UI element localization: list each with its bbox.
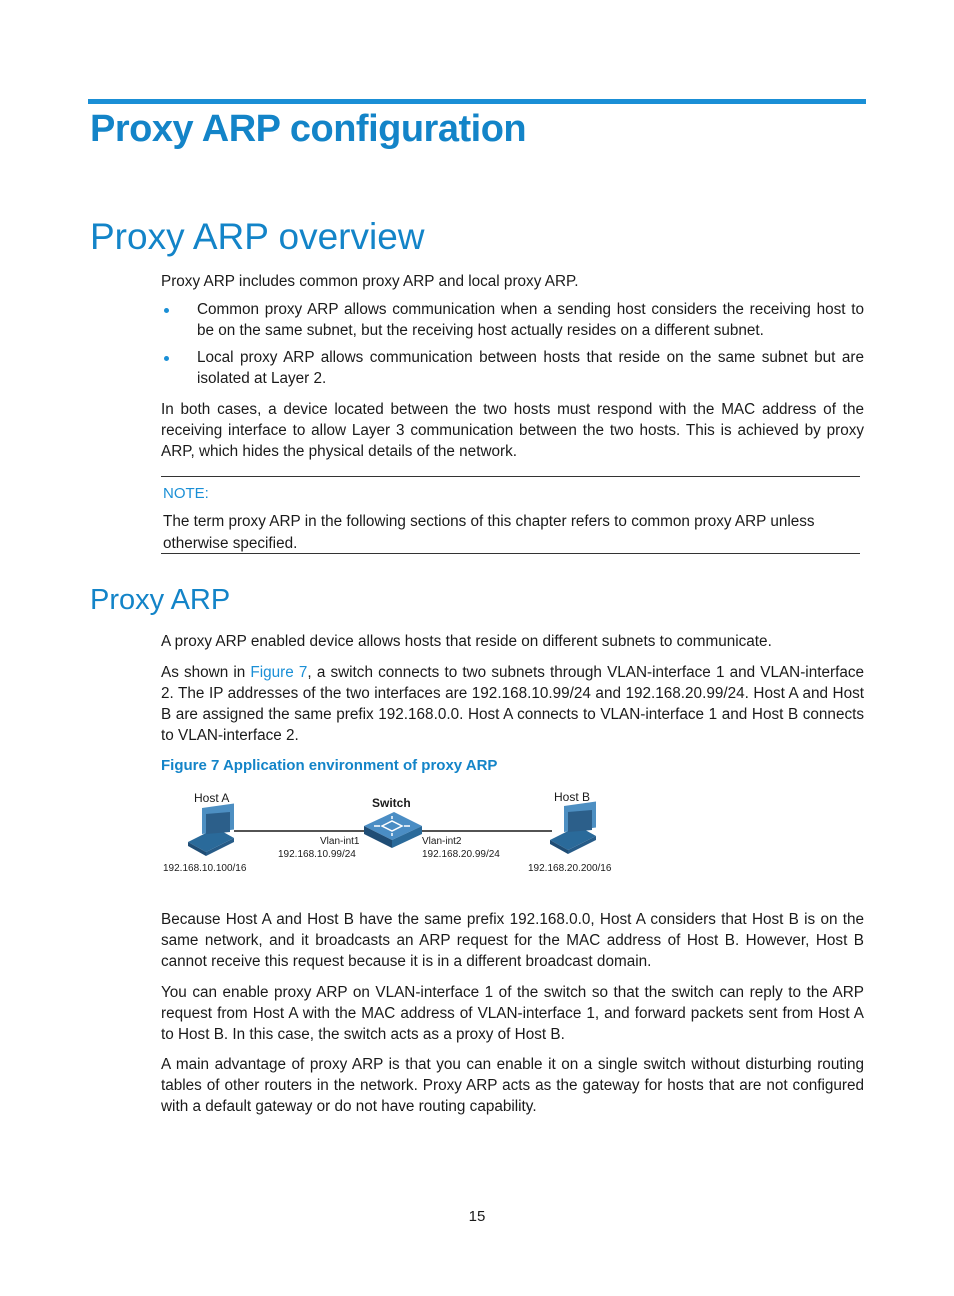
host-a-ip: 192.168.10.100/16 [163, 863, 247, 874]
bullet-dot-icon [164, 356, 169, 361]
host-a-icon [188, 804, 234, 856]
overview-intro: Proxy ARP includes common proxy ARP and local proxy ARP. [161, 273, 579, 290]
note-bottom-rule [161, 553, 860, 554]
proxy-paragraph-1: A proxy ARP enabled device allows hosts that reside on different subnets to communicate. [161, 633, 772, 650]
figure-link[interactable]: Figure 7 [250, 664, 308, 681]
after-figure-paragraph-2: You can enable proxy ARP on VLAN-interface 1 of the switch so that the switch can reply to the ARP request from Host A with the MAC address of VLAN-interface 1, and forward packets sent from Host A to Host B. In this case, the switch acts as a proxy of Host B. [161, 984, 864, 1043]
bullet-dot-icon [164, 308, 169, 313]
bullet-text: Local proxy ARP allows communication between hosts that reside on the same subnet but are isolated at Layer 2. [197, 349, 864, 387]
bullet-text: Common proxy ARP allows communication when a sending host considers the receiving host to be on the same subnet, but the receiving host actually resides on a different subnet. [197, 301, 864, 339]
vlan1-ip: 192.168.10.99/24 [278, 849, 356, 860]
switch-icon [364, 812, 422, 848]
note-label: NOTE: [163, 485, 209, 502]
chapter-top-rule [88, 99, 866, 104]
subsection-title: Proxy ARP [90, 584, 231, 616]
chapter-title: Proxy ARP configuration [90, 108, 527, 150]
host-b-label: Host B [554, 790, 591, 804]
proxy-paragraph-2 [161, 662, 864, 746]
network-diagram [150, 780, 630, 880]
note-top-rule [161, 476, 860, 477]
section-title: Proxy ARP overview [90, 216, 425, 257]
vlan2-ip: 192.168.20.99/24 [422, 849, 500, 860]
paragraph-prefix: As shown in [161, 664, 251, 681]
host-a-label: Host A [194, 791, 230, 805]
figure-caption: Figure 7 Application environment of proxy ARP [161, 757, 498, 774]
host-b-ip: 192.168.20.200/16 [528, 863, 612, 874]
note-text: The term proxy ARP in the following sections of this chapter refers to common proxy ARP unless otherwise specified. [163, 513, 815, 552]
paragraph-suffix: , a switch connects to two subnets through VLAN-interface 1 and VLAN-interface 2. The IP addresses of the two interfaces are 192.168.10.99/24 and 192.168.20.99/24. Host A and Host B are assigned the same prefix 192.168.0.0. Host A connects to VLAN-interface 1 and Host B connects to VLAN-interface 2. [161, 664, 864, 744]
vlan2-label: Vlan-int2 [422, 836, 462, 847]
host-b-icon [550, 802, 596, 854]
page-number: 15 [468, 1208, 486, 1225]
overview-paragraph: In both cases, a device located between the two hosts must respond with the MAC address of the receiving interface to allow Layer 3 communication between the two hosts. This is achieved by proxy ARP, which hides the physical details of the network. [161, 401, 864, 460]
vlan1-label: Vlan-int1 [320, 836, 360, 847]
after-figure-paragraph-1: Because Host A and Host B have the same prefix 192.168.0.0, Host A considers that Host B is on the same network, and it broadcasts an ARP request for the MAC address of Host B. However, Host B cannot receive this request because it is in a different broadcast domain. [161, 911, 864, 970]
after-figure-paragraph-3: A main advantage of proxy ARP is that you can enable it on a single switch without disturbing routing tables of other routers in the network. Proxy ARP acts as the gateway for hosts that are not configured with a default gateway or do not have routing capability. [161, 1056, 864, 1115]
switch-label: Switch [372, 796, 411, 810]
